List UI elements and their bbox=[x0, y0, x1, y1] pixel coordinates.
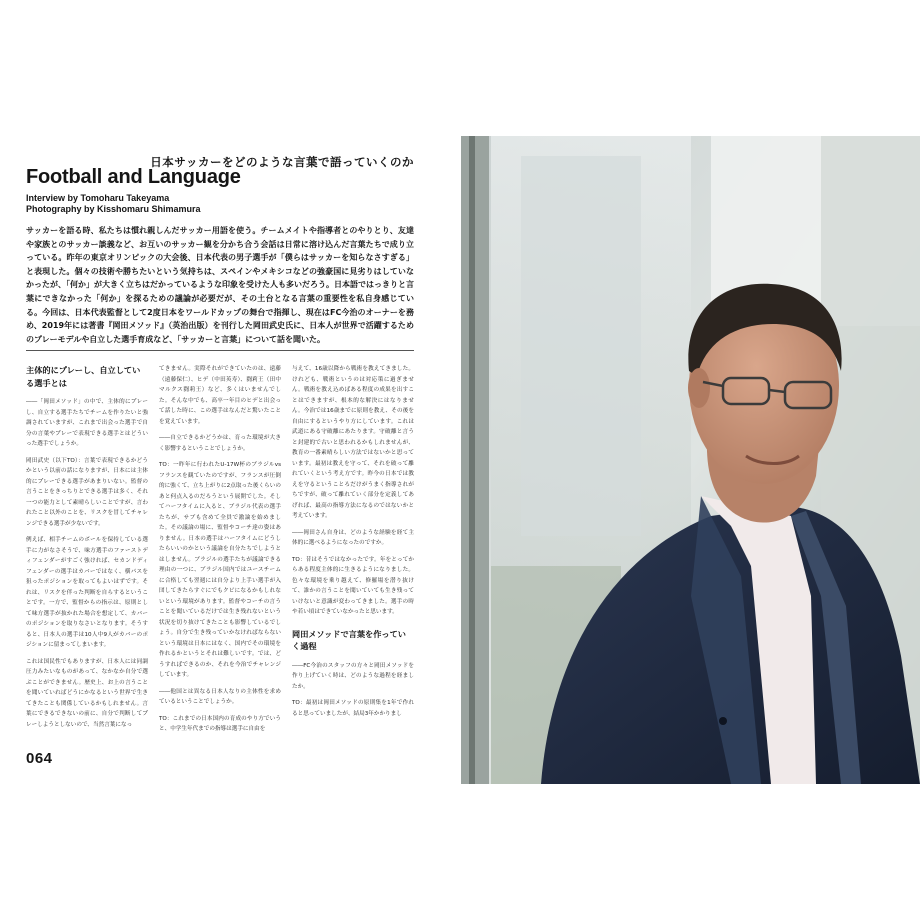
page-number: 064 bbox=[26, 750, 53, 767]
divider bbox=[26, 350, 414, 351]
body-column-3 bbox=[292, 364, 414, 725]
lead-paragraph: サッカーを語る時、私たちは慣れ親しんだサッカー用語を使う。チームメイトや指導者とのやりとり、友達や家族とのサッカー談義など、お互いのサッカー観を分かち合う会話は日常に溶け込んだ言葉たちで成り立っている。昨年の東京オリンピックの大会後、日本代表の男子選手が「僕らはサッカーを知らなさすぎる」と表現した。個々の技術や勝ちたいという気持ちは、スペインやメキシコなどの強豪国に見劣りはしていなかったが、「何か」が大きく立ちはだかっているような印象を受けた人も多いだろう。日本語ではっきりと言葉にできなかった「何か」を探るための議論が必要だが、その土台となる言葉の重要性を私自身感じている。今回は、日本代表監督として2度日本をワールドカップの舞台で指揮し、現在はFC今治のオーナーを務め、2019年には著書『岡田メソッド』（英治出版）を刊行した岡田武史氏に、日本人が世界で活躍するためのプレーモデルや自立した選手育成など、「サッカーと言葉」について話を聞いた。 bbox=[26, 226, 414, 344]
jacket-button bbox=[719, 717, 727, 725]
body-paragraph: 岡田武史（以下TO）：言葉で表現できるかどうかという以前の話になりますが、日本には主体的にプレーできる選手があまりいない。監督の言うことをきっちりとできる選手は多く、それ一つの能力として素晴らしいことですが、言われたこと以外のことを、リスクを冒してチャレンジできる選手が少ないです。 bbox=[26, 457, 148, 527]
section-heading: 主体的にプレーし、自立している選手とは bbox=[26, 365, 141, 388]
body-paragraph: TO：最初は岡田メソッドの原則集を1年で作れると思っていましたが、結局3年かかりまし bbox=[292, 700, 414, 717]
body-paragraph: ――FC今治のスタッフの方々と岡田メソッドを作り上げていく時は、どのような過程を経ましたか。 bbox=[292, 662, 414, 690]
photographer-credit: Photography by Kisshomaru Shimamura bbox=[26, 204, 201, 214]
body-paragraph: TO：一昨年に行われたU-17W杯のブラジルvsフランスを観ていたのですが、フランスが圧倒的に強くて、立ち上がりに2点取った後くらいのあと何点入るのだろうという展開でした。そしてハーフタイムに入ると、ブラジル代表の選手たちが、サブも含めて全員で激論を始めました。その議論の場に、監督やコーチ達の姿はありません。日本の選手はハーフタイムにどうしたらいいのかという議論を自分たちでしようとはしません。ブラジルの選手たちが議論できる理由の一つに、ブラジル国内ではユースチームに合格しても翌週には自分より上手い選手が入団してきたらすぐにでもクビになるかもしれないという環境があります。監督やコーチの言うことを聞いているだけでは生き残れないという状況を切り抜けてきたことも影響しているでしょう。自分で生き残っていかなければならないという環境は日本にはなく、国内でその環境を作れるかというとそれは難しいです。では、どうすればできるのか、それを今治でチャレンジしています。 bbox=[159, 462, 281, 678]
body-paragraph: てきません。実際それができていたのは、遠藤（遠藤保仁）、ヒデ（中田英寿）、闘莉王（田中マルクス闘莉王）など、多くはいませんでした。そんな中でも、高卒一年目のヒデと出会って話した時に、この選手はなんだと驚いたことを覚えています。 bbox=[159, 366, 281, 425]
body-column-1 bbox=[26, 364, 148, 736]
body-paragraph: ――「岡田メソッド」の中で、主体的にプレーし、自立する選手たちでチームを作りたいと強調されていますが、これまで出会った選手で自分の言葉やプレーで表現できる選手とはどういった選手でしょうか。 bbox=[26, 399, 148, 447]
article-title: Football and Language bbox=[26, 166, 241, 188]
body-column-2 bbox=[159, 364, 281, 741]
body-paragraph: ――他国とは異なる日本人なりの主体性を求めているということでしょうか。 bbox=[159, 688, 281, 705]
body-paragraph: 例えば、相手チームのボールを保持している選手に力がなさそうで、味方選手のファーストディフェンダーがすごく強ければ、セカンドディフェンダーの選手はカバーではなく、横パスを狙ったポジションを取ってもよいはずです。それは、リスクを伴った判断を自らするということです。一方で、監督からの指示は、原則として味方選手が抜かれた場合を想定して、カバーのポジションを取りなさいとなります。そうすると、日本人の選手は10人中9人がカバーのポジションに留まってしまいます。 bbox=[26, 537, 148, 648]
ear bbox=[688, 368, 710, 408]
body-paragraph: TO：これまでの日本国内の育成のやり方でいうと、中学生年代までの指導は選手に自由を bbox=[159, 715, 281, 732]
credits bbox=[26, 193, 201, 215]
portrait-photo bbox=[461, 136, 920, 784]
section-heading: 岡田メソッドで言葉を作っていく過程 bbox=[292, 628, 406, 651]
body-paragraph: ――岡田さん自身は、どのような経験を経て主体的に選べるようになったのですか。 bbox=[292, 529, 414, 546]
body-paragraph: これは国民性でもありますが、日本人には同調圧力みたいなものがあって、なかなか自分で選ぶことができません。歴史上、お上の言うことを聞いていればどうにかなるという世界で生きてきたことも関係しているかもしれません。言葉にできるできないの前に、自分で判断してプレーしようとしないので、当然言葉になっ bbox=[26, 658, 148, 728]
body-paragraph: ――自立できるかどうかは、育った環境が大きく影響するということでしょうか。 bbox=[159, 435, 281, 452]
body-paragraph: 与えて、16歳以降から戦術を教えてきました。けれども、戦術というのは対応策に過ぎません。戦術を教え込めばある程度の成果を出すことはできますが、根本的な解決にはなりません。今治では16歳までに原則を教え、その後を自由にするというやり方にしています。これは武道にある守破離にあたります。守破離と言うと封建的で古いと思われるかもしれませんが、教育の一番素晴らしい方法ではないかと思っています。最初は教えを守って、それを破って離れていくという考え方です。昨今の日本では教えを守るということろだけがうまく指導されがちですが、破って離れていく部分を定義してあげれば、最高の指導方法になるのではないかと考えています。 bbox=[292, 366, 414, 519]
japanese-subtitle: 日本サッカーをどのような言葉で語っていくのか bbox=[150, 155, 414, 169]
interviewer-credit: Interview by Tomoharu Takeyama bbox=[26, 193, 170, 203]
body-paragraph: TO：昔はそうではなかったです。年をとってからある程度主体的に生きるようになりました。色々な環境を乗り越えて、修羅場を潜り抜けて、誰かの言うことを聞いていても生き残っていけないと意識が変わってきました。選手の時や若い頃はできていなかったと思います。 bbox=[292, 556, 414, 615]
